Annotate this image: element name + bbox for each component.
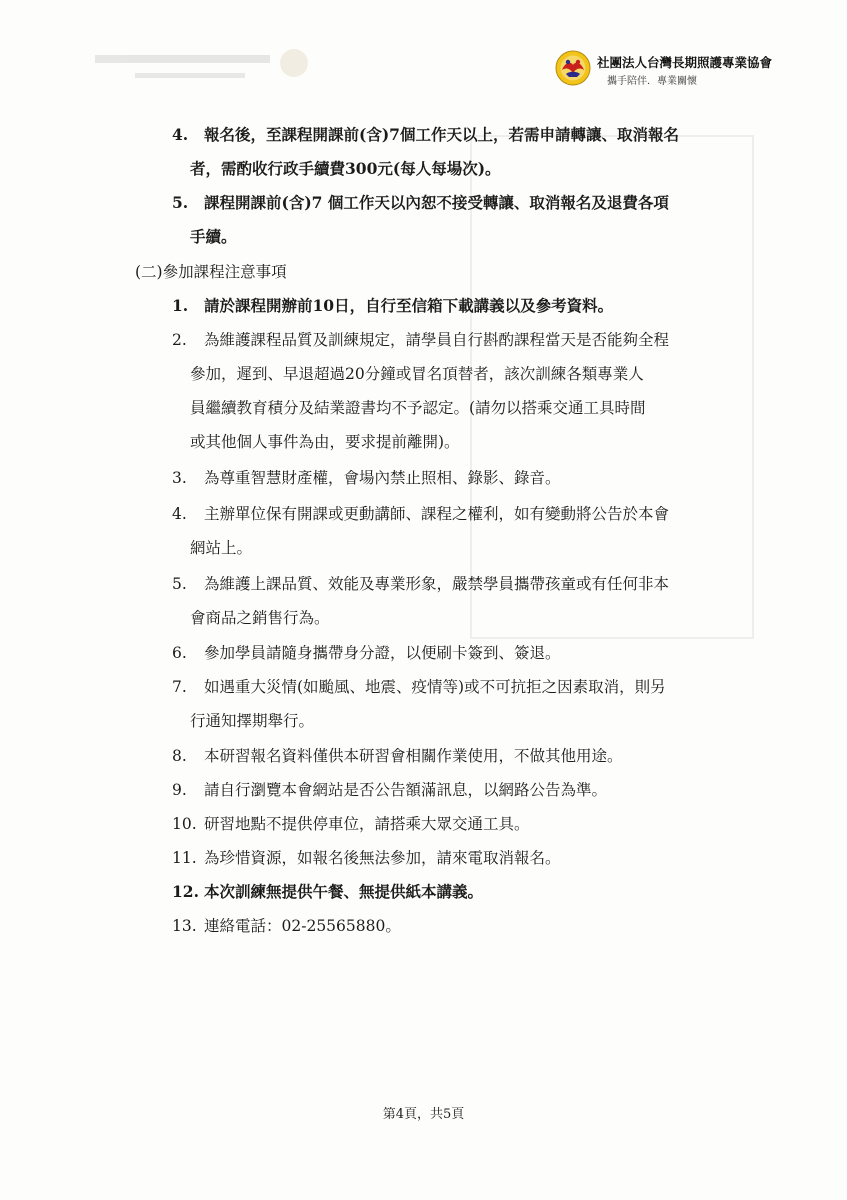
page-number: 第4頁，共5頁 [382,1107,465,1122]
note-item-continued: 網站上。 [190,539,253,557]
note-item-continued: 參加，遲到、早退超過20分鐘或冒名頂替者，該次訓練各類專業人 [190,365,644,383]
section-heading: (二)參加課程注意事項 [135,263,287,281]
item-number: 4. [172,125,189,144]
note-item: 4. 主辦單位保有開課或更動講師、課程之權利，如有變動將公告於本會 [172,505,670,523]
item-text: 課程開課前(含)7 個工作天以內恕不接受轉讓、取消報名及退費各項 [204,193,669,212]
registration-rule-5 [172,186,669,220]
note-item: 5. 為維護上課品質、效能及專業形象，嚴禁學員攜帶孩童或有任何非本 [172,575,670,593]
organization-name: 社團法人台灣長期照護專業協會 [597,55,773,70]
note-item: 7. 如遇重大災情(如颱風、地震、疫情等)或不可抗拒之因素取消，則另 [172,678,666,696]
registration-rule-5-continued [190,220,237,254]
registration-rule-4-continued [190,152,501,186]
association-logo-icon [555,50,591,86]
note-item: 11. 為珍惜資源，如報名後無法參加，請來電取消報名。 [172,849,561,867]
item-text: 手續。 [190,227,237,246]
note-item: 9. 請自行瀏覽本會網站是否公告額滿訊息，以網路公告為準。 [172,781,608,799]
page-header [555,47,795,97]
organization-slogan: 攜手陪伴．專業關懷 [607,76,697,87]
note-item-continued: 員繼續教育積分及結業證書均不予認定。(請勿以搭乘交通工具時間 [190,399,646,417]
note-item-continued: 或其他個人事件為由，要求提前離開)。 [190,433,460,451]
note-item: 8. 本研習報名資料僅供本研習會相關作業使用，不做其他用途。 [172,747,623,765]
note-item-continued: 行通知擇期舉行。 [190,712,315,730]
item-text: 報名後，至課程開課前(含)7個工作天以上，若需申請轉讓、取消報名 [204,125,679,144]
bleed-through-ghost [95,45,325,95]
note-item: 10. 研習地點不提供停車位，請搭乘大眾交通工具。 [172,815,530,833]
note-item-continued: 會商品之銷售行為。 [190,609,330,627]
note-item: 12. 本次訓練無提供午餐、無提供紙本講義。 [172,882,484,901]
note-item: 1. 請於課程開辦前10日，自行至信箱下載講義以及參考資料。 [172,296,614,315]
item-text: 者，需酌收行政手續費300元(每人每場次)。 [190,159,501,178]
note-item: 2. 為維護課程品質及訓練規定，請學員自行斟酌課程當天是否能夠全程 [172,331,670,349]
note-item: 13. 連絡電話：02-25565880。 [172,917,401,935]
item-number: 5. [172,193,189,212]
note-item: 6. 參加學員請隨身攜帶身分證，以便刷卡簽到、簽退。 [172,644,561,662]
note-item: 3. 為尊重智慧財產權，會場內禁止照相、錄影、錄音。 [172,469,561,487]
registration-rule-4 [172,118,679,152]
